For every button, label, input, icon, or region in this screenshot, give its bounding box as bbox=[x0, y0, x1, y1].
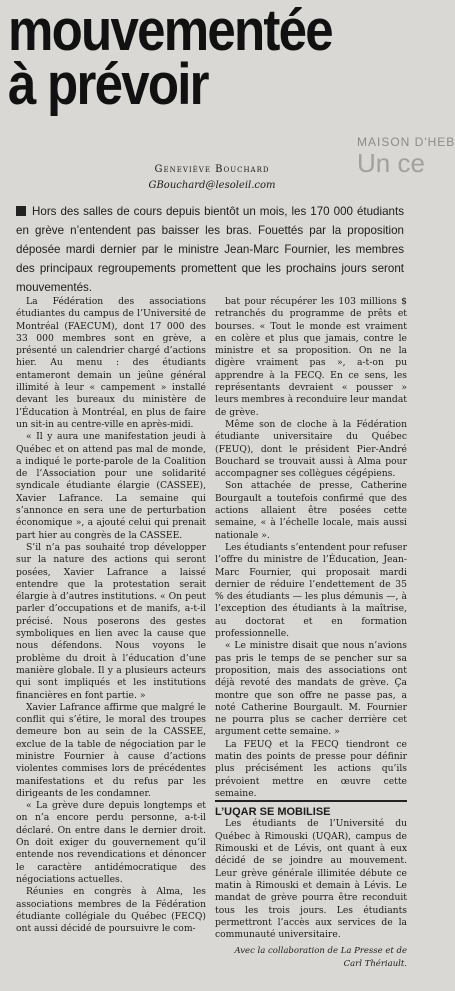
paragraph: Xavier Lafrance affirme que malgré le conflit qui s’étire, le moral des troupes demeure bon au sein de la CASSEE, exclue de la table de négociation par le ministre Fournier à cause d’actions violentes commises lors de précédentes manifestations et du refus par les dirigeants de les condamner. bbox=[16, 701, 206, 799]
paragraph: « Il y aura une manifestation jeudi à Québec et on attend pas mal de monde, a indiqué le porte-parole de la Coalition de l’Association pour une solidarité syndicale étudiante élargie (CASSEE), Xavier Lafrance. La semaine qui s’annonce en sera une de perturbation économique », a ajouté celui qui prenait part hier au congrès de la CASSEE. bbox=[16, 431, 206, 541]
headline-line-1: mouvementée bbox=[8, 0, 332, 63]
author-email: GBouchard@lesoleil.com bbox=[148, 180, 276, 191]
paragraph: La FEUQ et la FECQ tiendront ce matin des points de presse pour définir plus précisément les actions qu’ils prévoient mettre en œuvre cette semaine. bbox=[215, 738, 407, 799]
paragraph: La Fédération des associations étudiantes du campus de l’Université de Montréal (FAECUM), dont 17 000 des 33 000 membres sont en grève, a présenté un calendrier chargé d’actions hier. Au menu : des étudiants entameront demain un jeûne général illimité à leur « campement » installé devant les bureaux du ministère de l’Éducation à Montréal, en plus de faire un sit-in au centre-ville en après-midi. bbox=[16, 296, 206, 430]
bullet-square-icon bbox=[16, 206, 26, 216]
paragraph: Son attachée de presse, Catherine Bourgault a toutefois confirmé que des actions allaient être posées cette semaine, « à l’échelle locale, mais aussi nationale ». bbox=[215, 480, 407, 541]
credit-line: Avec la collaboration de La Presse et de Carl Thériault. bbox=[234, 946, 407, 969]
adjacent-title: Un ce bbox=[357, 148, 425, 178]
adjacent-heading: MAISON D'HEB bbox=[357, 135, 455, 149]
paragraph: Les étudiants s’entendent pour refuser l’offre du ministre de l’Éducation, Jean-Marc Fournier, qui proposait mardi dernier de réduire l’endettement de 35 % des étudiants — les plus démunis —, à l’exception des étudiants à la maîtrise, au doctorat et en formation professionnelle. bbox=[215, 541, 407, 640]
paragraph: « La grève dure depuis longtemps et on n’a encore perdu personne, a-t-il déclaré. On entre dans le dernier droit. On doit exiger du gouvernement qu’il entende nos revendications et dénoncer le caractère antidémocratique des négociations actuelles. bbox=[16, 800, 206, 885]
paragraph: « Le ministre disait que nous n’avions pas pris le temps de se pencher sur sa proposition, mais des associations ont déjà revoté des mandats de grève. Ça montre que son offre ne passe pas, a noté Catherine Bourgault. M. Fournier ne pourra plus se cacher derrière cet argument cette semaine. » bbox=[215, 640, 407, 738]
left-column bbox=[16, 296, 206, 935]
headline-line-2: à prévoir bbox=[8, 52, 208, 117]
paragraph: Les étudiants de l’Université du Québec à Rimouski (UQAR), campus de Rimouski et de Lévis, ont quant à eux décidé de se joindre au mouvement. Leur grève générale illimitée débute ce matin à Rimouski et demain à Lévis. Le mandat de grève pourra être reconduit tous les trois jours. Les étudiants permettront l’accès aux services de la communauté universitaire. bbox=[215, 818, 407, 941]
headline bbox=[8, 0, 342, 117]
paragraph: S’il n’a pas souhaité trop développer sur la nature des actions qui seront posées, Xavier Lafrance a laissé entendre que la protestation serait élargie à d’autres institutions. « On peut parler d’occupations et de manifs, a-t-il précisé. Nous poserons des gestes symboliques en lien avec la cause que nous défendons. Nous voyons le problème du droit à l’éducation d’une manière globale. Il y a plusieurs acteurs qui sont impliqués et les institutions financières en font partie. » bbox=[16, 541, 206, 701]
adjacent-article-fragment bbox=[357, 135, 455, 178]
byline: Geneviève Bouchard bbox=[154, 164, 270, 175]
right-column bbox=[215, 296, 407, 970]
paragraph: bat pour récupérer les 103 millions $ retranchés du programme de prêts et bourses. « Tout le monde est vraiment en colère et plus que jamais, contre le ministre et sa proposition. On ne la digère vraiment pas », a-t-on pu apprendre à la FECQ. En ce sens, les représentants devraient « pousser » leurs membres à reconduire leur mandat de grève. bbox=[215, 296, 407, 418]
lead-text: Hors des salles de cours depuis bientôt un mois, les 170 000 étudiants en grève n’entendent pas baisser les bras. Fouettés par la proposition déposée mardi dernier par le ministre Jean-Marc Fournier, les membres des principaux regroupements promettent que les prochains jours seront mouvementés. bbox=[16, 205, 404, 294]
section-subhead: L’UQAR SE MOBILISE bbox=[215, 800, 407, 818]
paragraph: Réunies en congrès à Alma, les associations membres de la Fédération étudiante collégiale du Québec (FECQ) ont aussi décidé de poursuivre le com- bbox=[16, 886, 206, 935]
paragraph: Même son de cloche à la Fédération étudiante universitaire du Québec (FEUQ), dont le président Pier-André Bouchard se trouvait aussi à Alma pour accompagner ses collègues cégépiens. bbox=[215, 418, 407, 480]
lead-paragraph bbox=[16, 202, 404, 297]
